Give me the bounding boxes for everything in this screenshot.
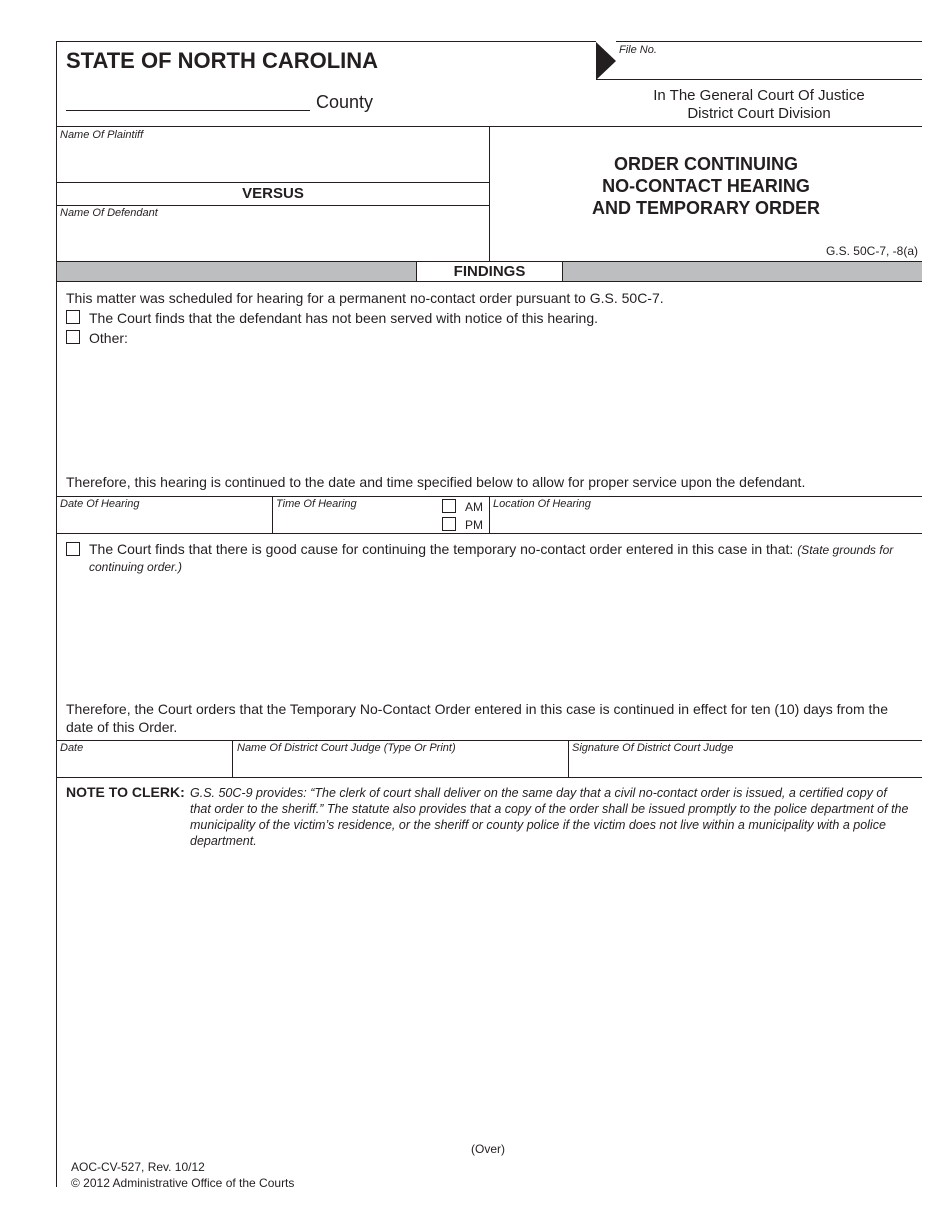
form-top-border (56, 41, 596, 42)
form-title (490, 153, 922, 219)
judge-signature-field[interactable] (569, 754, 921, 776)
versus-label: VERSUS (242, 185, 304, 202)
hearing-date-field[interactable] (57, 510, 271, 532)
therefore-service-text: Therefore, this hearing is continued to the date and time specified below to allow for proper service upon the defendant. (66, 474, 806, 490)
county-label: County (316, 92, 374, 112)
judge-name-field[interactable] (233, 754, 567, 776)
file-no-top-border (616, 41, 922, 42)
court-name (596, 87, 922, 123)
note-body: G.S. 50C-9 provides: “The clerk of court shall deliver on the same day that a civil no-contact order is issued, a certified copy of that order to the sheriff.” The statute also provides that a copy of the order shall be issued promptly to the police department of the municipality of the victim’s residence, or the sheriff or county police if the victim does not live within a municipality with a police department. (190, 786, 909, 848)
other-field[interactable] (140, 330, 920, 460)
not-served-text: The Court finds that the defendant has not been served with notice of this hearing. (89, 310, 598, 326)
good-cause-grounds-field[interactable] (89, 576, 915, 686)
hearing-date-label: Date Of Hearing (60, 498, 140, 510)
good-cause-instruction: (State grounds for continuing order.) (89, 543, 894, 574)
form-title-line-2: NO-CONTACT HEARING (602, 176, 810, 196)
pm-checkbox[interactable] (442, 517, 456, 531)
file-no-label: File No. (619, 44, 657, 56)
defendant-field[interactable] (57, 221, 488, 260)
am-checkbox[interactable] (442, 499, 456, 513)
court-line-2: District Court Division (687, 105, 831, 122)
state-title: STATE OF NORTH CAROLINA (66, 48, 379, 73)
form-title-line-3: AND TEMPORARY ORDER (591, 198, 820, 218)
statute-reference: G.S. 50C-7, -8(a) (825, 244, 918, 258)
court-line-1: In The General Court Of Justice (653, 87, 865, 104)
note-heading: NOTE TO CLERK: (66, 784, 185, 800)
form-id: AOC-CV-527, Rev. 10/12 (71, 1160, 205, 1174)
copyright: © 2012 Administrative Office of the Courts (71, 1176, 295, 1190)
form-left-border (56, 41, 57, 1187)
file-no-arrow-icon (596, 42, 616, 80)
other-label: Other: (89, 330, 128, 346)
signature-bottom-line (56, 777, 922, 778)
file-no-field-line[interactable] (596, 79, 922, 80)
hearing-location-field[interactable] (490, 510, 921, 532)
hearing-location-label: Location Of Hearing (493, 498, 591, 510)
findings-intro: This matter was scheduled for hearing for a permanent no-contact order pursuant to G.S. 50C-7. (66, 290, 664, 306)
plaintiff-label: Name Of Plaintiff (60, 129, 144, 141)
good-cause-statement: The Court finds that there is good cause for continuing the temporary no-contact order entered in this case in that: (89, 541, 794, 557)
hearing-time-field[interactable] (273, 510, 437, 532)
good-cause-checkbox[interactable] (66, 542, 80, 556)
not-served-checkbox[interactable] (66, 310, 80, 324)
versus-bottom-line (56, 205, 489, 206)
pm-label: PM (465, 518, 483, 532)
hearing-time-label: Time Of Hearing (276, 498, 357, 510)
therefore-order-text: Therefore, the Court orders that the Temporary No-Contact Order entered in this case is continued in effect for ten (10) days from the date of this Order. (66, 701, 889, 735)
over-label: (Over) (471, 1142, 505, 1156)
form-title-line-1: ORDER CONTINUING (614, 154, 798, 174)
plaintiff-field[interactable] (57, 144, 488, 182)
plaintiff-bottom-line (56, 182, 489, 183)
findings-heading: FINDINGS (416, 261, 563, 282)
hearing-bottom-line (56, 533, 922, 534)
order-date-label: Date (60, 742, 84, 754)
other-checkbox[interactable] (66, 330, 80, 344)
order-date-field[interactable] (57, 754, 231, 776)
good-cause-text (89, 541, 915, 575)
judge-signature-label: Signature Of District Court Judge (572, 742, 734, 754)
county-field-line[interactable] (66, 110, 310, 111)
signature-top-line (56, 740, 922, 741)
judge-name-label: Name Of District Court Judge (Type Or Print) (237, 742, 456, 754)
am-label: AM (465, 500, 483, 514)
defendant-label: Name Of Defendant (60, 207, 158, 219)
